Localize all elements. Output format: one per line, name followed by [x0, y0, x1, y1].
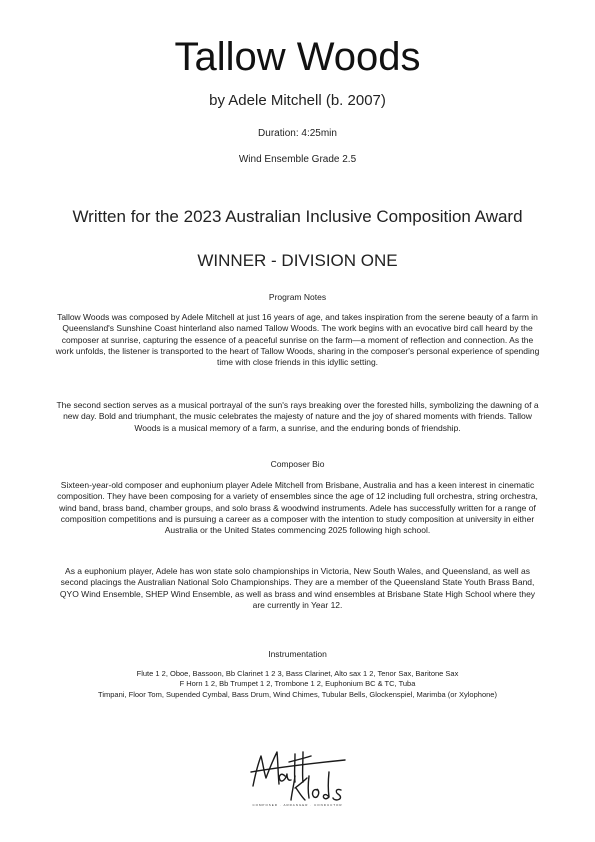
- composer-line: by Adele Mitchell (b. 2007): [209, 92, 386, 109]
- publisher-logo: [245, 742, 350, 804]
- instrumentation-heading: Instrumentation: [268, 649, 327, 659]
- composer-bio-paragraph-1: Sixteen-year-old composer and euphonium player Adele Mitchell from Brisbane, Australia and has a keen interest in cinematic composition. They have been composing for a variety of ensembles since the age of 12 including full orchestra, string orchestra, wind band, brass band, chamber groups, and solo brass & woodwind instruments. Adele has successfully written for a range of composition competitions and is pursuing a career as a composer with the intention to study composition at university in either Australia or the United States commencing 2025 following high school.: [57, 480, 538, 536]
- duration-text: Duration: 4:25min: [258, 128, 337, 139]
- written-for-heading: Written for the 2023 Australian Inclusive Composition Award: [72, 207, 523, 226]
- instrumentation-list: [40, 669, 555, 700]
- award-heading: WINNER - DIVISION ONE: [197, 251, 398, 270]
- program-notes-paragraph-1: Tallow Woods was composed by Adele Mitchell at just 16 years of age, and takes inspiration from the serene beauty of a farm in Queensland's Sunshine Coast hinterland also named Tallow Woods. The work begins with an evocative bird call heard by the composer at sunrise, capturing the essence of a peaceful sunrise on the farm—a moment of reflection and connection. As the work unfolds, the listener is transported to the heart of Tallow Woods, sharing in the composer's personal experience of spending time with close friends in this idyllic setting.: [55, 312, 540, 368]
- program-notes-paragraph-2: The second section serves as a musical portrayal of the sun's rays breaking over the forested hills, symbolizing the dawning of a new day. Bold and triumphant, the music celebrates the majesty of nature and the joy of shared moments with friends. Tallow Woods is a musical memory of a farm, a sunrise, and the enduring bonds of friendship.: [56, 400, 539, 433]
- instrumentation-woodwinds: Flute 1 2, Oboe, Bassoon, Bb Clarinet 1 2 3, Bass Clarinet, Alto sax 1 2, Tenor Sax, Baritone Sax: [136, 669, 459, 678]
- logo-tagline: COMPOSER · ARRANGER · CONDUCTOR: [252, 803, 343, 807]
- composer-bio-paragraph-2: As a euphonium player, Adele has won state solo championships in Victoria, New South Wales, and Queensland, as well as second placings the Australian National Solo Championships. They are a member of the Queensland State Youth Brass Band, QYO Wind Ensemble, SHEP Wind Ensemble, as well as brass and wind ensembles at Brisbane State High School where they are currently in Year 12.: [59, 566, 536, 610]
- grade-text: Wind Ensemble Grade 2.5: [238, 154, 357, 165]
- composer-bio-heading: Composer Bio: [270, 459, 325, 469]
- instrumentation-brass: F Horn 1 2, Bb Trumpet 1 2, Trombone 1 2, Euphonium BC & TC, Tuba: [179, 679, 416, 689]
- program-notes-heading: Program Notes: [268, 292, 327, 302]
- page-title: Tallow Woods: [174, 35, 421, 79]
- instrumentation-percussion: Timpani, Floor Tom, Supended Cymbal, Bass Drum, Wind Chimes, Tubular Bells, Glockenspiel, Marimba (or Xylophone): [98, 689, 497, 699]
